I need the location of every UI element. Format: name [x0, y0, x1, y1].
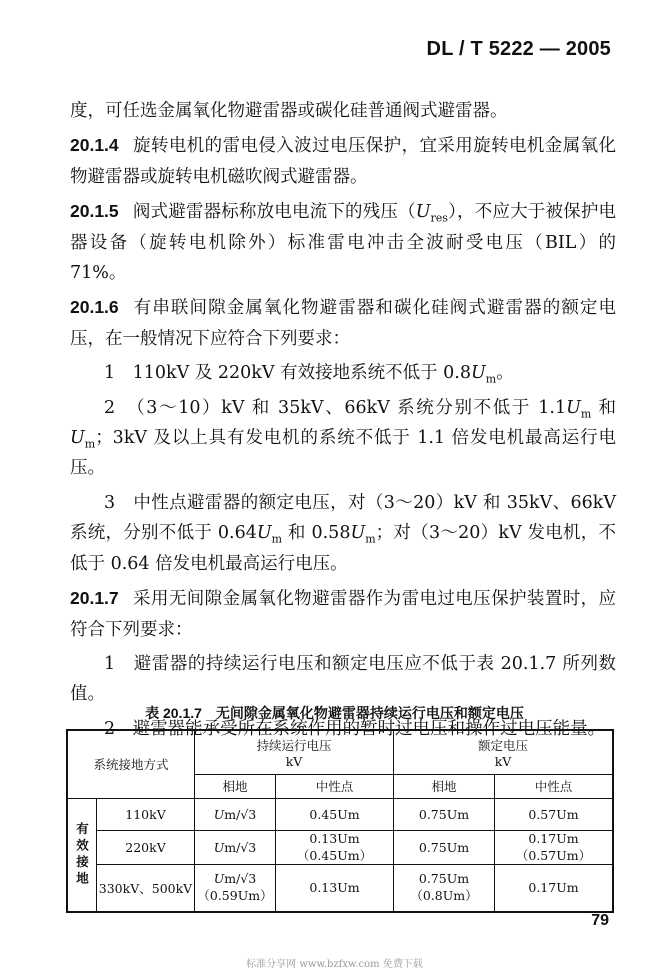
item-text: ；3kV 及以上具有发电机的系统不低于 1.1 倍发电机最高运行电压。 [70, 428, 616, 479]
clause-20-1-7 [70, 583, 616, 645]
header-rated-voltage [394, 730, 614, 774]
cell-rated-neutral: 0.17Um [495, 864, 614, 912]
clause-number: 20.1.6 [70, 297, 119, 318]
header-label: 额定电压 [477, 737, 528, 753]
cell-text: m/√3 [224, 839, 257, 855]
header-unit: kV [285, 753, 303, 769]
clause-text: ），不应大于被保护电器设备（旋转电机除外）标准雷电冲击全波耐受电压（BIL）的 71%。 [70, 202, 617, 284]
page-number: 79 [591, 912, 609, 929]
cell-text: m/√3 [224, 871, 257, 887]
cell-system: 330kV、500kV [97, 864, 195, 912]
item-text: 2 （3～10）kV 和 35kV、66kV 系统分别不低于 1.1 [104, 397, 567, 418]
header-label: 持续运行电压 [256, 737, 332, 753]
item-text: 和 [591, 397, 616, 418]
clause-text: 阀式避雷器标称放电电流下的残压（ [132, 202, 416, 223]
subscript: res [430, 211, 448, 225]
header-neutral: 中性点 [495, 774, 614, 798]
subscript: m [365, 532, 376, 546]
clause-20-1-5 [70, 196, 616, 288]
symbol-u: U [213, 839, 225, 855]
item-text: 。 [496, 363, 514, 384]
subscript: m [84, 437, 96, 451]
symbol-u: U [256, 523, 272, 544]
table-caption: 表 20.1.7 无间隙金属氧化物避雷器持续运行电压和额定电压 [145, 705, 524, 721]
symbol-u: U [350, 523, 366, 544]
cell-cont-phase [195, 830, 276, 864]
cell-line: （0.59Um） [197, 888, 273, 904]
table-header-row [67, 730, 613, 774]
cell-line: 0.75Um [418, 871, 470, 887]
cell-rated-neutral: 0.57Um [495, 798, 614, 830]
item-2: 2 避雷器能承受所在系统作用的暂时过电压和操作过电压能量。 [104, 718, 606, 739]
clause-20-1-6 [70, 292, 616, 354]
header-unit: kV [494, 753, 512, 769]
header-system: 系统接地方式 [67, 730, 195, 798]
cell-cont-neutral: 0.45Um [276, 798, 394, 830]
cell-line [195, 871, 275, 886]
cell-rated-neutral: 0.17Um（0.57Um） [495, 830, 614, 864]
cell-text: m/√3 [224, 806, 257, 822]
table-row [67, 864, 613, 912]
clause-number: 20.1.5 [70, 201, 119, 222]
symbol-u: U [471, 363, 486, 384]
voltage-table [66, 729, 614, 913]
item-1 [70, 358, 616, 388]
subscript: m [580, 407, 592, 421]
clause-number: 20.1.7 [70, 588, 119, 609]
item-1: 1 避雷器的持续运行电压和额定电压应不低于表 20.1.7 所列数值。 [70, 653, 616, 705]
item-text: 1 110kV 及 220kV 有效接地系统不低于 0.8 [104, 363, 472, 384]
symbol-u: U [415, 202, 431, 223]
cell-rated-phase: 0.75Um [394, 798, 495, 830]
body-text [70, 96, 616, 744]
cell-rated-phase [394, 864, 495, 912]
cell-cont-neutral: 0.13Um（0.45Um） [276, 830, 394, 864]
cell-cont-phase [195, 864, 276, 912]
clause-text: 采用无间隙金属氧化物避雷器作为雷电过电压保护装置时，应符合下列要求： [70, 589, 616, 640]
item-text: ；对（3～20）kV 发电机，不低于 0.64 倍发电机最高运行电压。 [70, 523, 617, 574]
symbol-u: U [213, 806, 225, 822]
cell-system: 220kV [97, 830, 195, 864]
subscript: m [271, 532, 283, 546]
item-2 [70, 393, 616, 484]
header-phase: 相地 [195, 774, 276, 798]
cell-cont-neutral: 0.13Um [276, 864, 394, 912]
group-label-effective-grounding [67, 798, 97, 912]
clause-text: 有串联间隙金属氧化物避雷器和碳化硅阀式避雷器的额定电压，在一般情况下应符合下列要求： [70, 298, 616, 349]
standard-code: DL / T 5222 — 2005 [426, 38, 611, 60]
symbol-u: U [213, 871, 225, 887]
cell-rated-phase: 0.75Um [394, 830, 495, 864]
subscript: m [485, 372, 497, 386]
item-text: 3 中性点避雷器的额定电压，对（3～20）kV 和 35kV、66kV 系统，分别不低于 0.64 [70, 492, 616, 544]
cell-line: （0.8Um） [410, 888, 478, 904]
paragraph-continuation: 度，可任选金属氧化物避雷器或碳化硅普通阀式避雷器。 [70, 101, 508, 121]
clause-number: 20.1.4 [70, 135, 119, 156]
table-row [67, 830, 613, 864]
clause-text: 旋转电机的雷电侵入波过电压保护，宜采用旋转电机金属氧化物避雷器或旋转电机磁吹阀式避雷器。 [70, 136, 616, 187]
header-phase: 相地 [394, 774, 495, 798]
symbol-u: U [70, 428, 85, 449]
item-text: 和 0.58 [282, 523, 351, 544]
clause-20-1-4 [70, 130, 616, 192]
cell-system: 110kV [97, 798, 195, 830]
item-3 [70, 488, 616, 579]
symbol-u: U [566, 397, 581, 418]
table-row [67, 798, 613, 830]
cell-cont-phase [195, 798, 276, 830]
group-label-text: 有效接地 [74, 821, 90, 888]
watermark: 标准分享网 www.bzfxw.com 免费下载 [246, 959, 423, 970]
header-neutral: 中性点 [276, 774, 394, 798]
header-continuous-voltage [195, 730, 394, 774]
